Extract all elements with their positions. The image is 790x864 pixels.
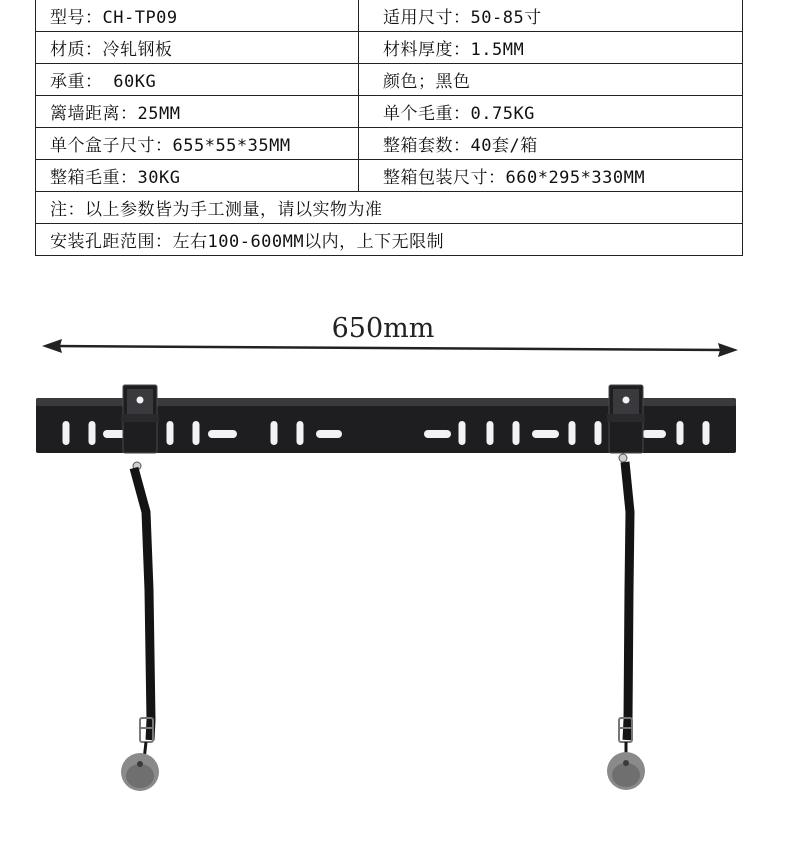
spec-carton-weight: 整箱毛重：30KG (36, 160, 359, 192)
spec-row (36, 128, 743, 160)
bracket-slot-horizontal (642, 430, 666, 438)
bracket-slot-horizontal (532, 430, 559, 438)
bracket-slot-vertical (703, 421, 710, 445)
bracket-illustration (0, 290, 790, 810)
left-safety-strap (121, 462, 159, 791)
spec-row (36, 192, 743, 224)
bracket-slot-vertical (271, 421, 278, 445)
spec-row (36, 0, 743, 32)
spec-carton-size: 整箱包装尺寸：660*295*330MM (359, 160, 743, 192)
spec-row (36, 32, 743, 64)
bracket-slot-vertical (63, 421, 70, 445)
bracket-figure (0, 290, 790, 810)
bracket-slot-vertical (569, 421, 576, 445)
spec-color: 颜色；黑色 (359, 64, 743, 96)
spec-row (36, 96, 743, 128)
bracket-slot-vertical (297, 421, 304, 445)
spec-box-size: 单个盒子尺寸：655*55*35MM (36, 128, 359, 160)
bracket-slot-vertical (89, 421, 96, 445)
bracket-slot-vertical (487, 421, 494, 445)
bracket-slot-vertical (459, 421, 466, 445)
spec-model: 型号：CH-TP09 (36, 0, 359, 32)
right-safety-strap (607, 454, 645, 790)
bracket-slot-horizontal (424, 430, 451, 438)
spec-unit-weight: 单个毛重：0.75KG (359, 96, 743, 128)
spec-row (36, 64, 743, 96)
bracket-slot-horizontal (208, 430, 237, 438)
bracket-slot-vertical (677, 421, 684, 445)
spec-note: 注：以上参数皆为手工测量，请以实物为准 (36, 192, 743, 224)
bracket-slot-vertical (193, 421, 200, 445)
spec-row (36, 224, 743, 256)
bracket-slot-vertical (595, 421, 602, 445)
spec-hole-range: 安装孔距范围：左右100-600MM以内，上下无限制 (36, 224, 743, 256)
spec-table (35, 0, 743, 256)
spec-wall-distance: 篱墙距离：25MM (36, 96, 359, 128)
left-clamp (121, 385, 159, 453)
spec-row (36, 160, 743, 192)
spec-load: 承重： 60KG (36, 64, 359, 96)
spec-sets-per-carton: 整箱套数：40套/箱 (359, 128, 743, 160)
spec-thickness: 材料厚度：1.5MM (359, 32, 743, 64)
bracket-slot-vertical (513, 421, 520, 445)
spec-tv-size: 适用尺寸：50-85寸 (359, 0, 743, 32)
wall-bracket (36, 385, 736, 453)
dimension-label: 650mm (331, 313, 435, 344)
bracket-slot-horizontal (316, 430, 342, 438)
right-clamp (607, 385, 645, 453)
spec-material: 材质：冷轧钢板 (36, 32, 359, 64)
bracket-slot-vertical (167, 421, 174, 445)
